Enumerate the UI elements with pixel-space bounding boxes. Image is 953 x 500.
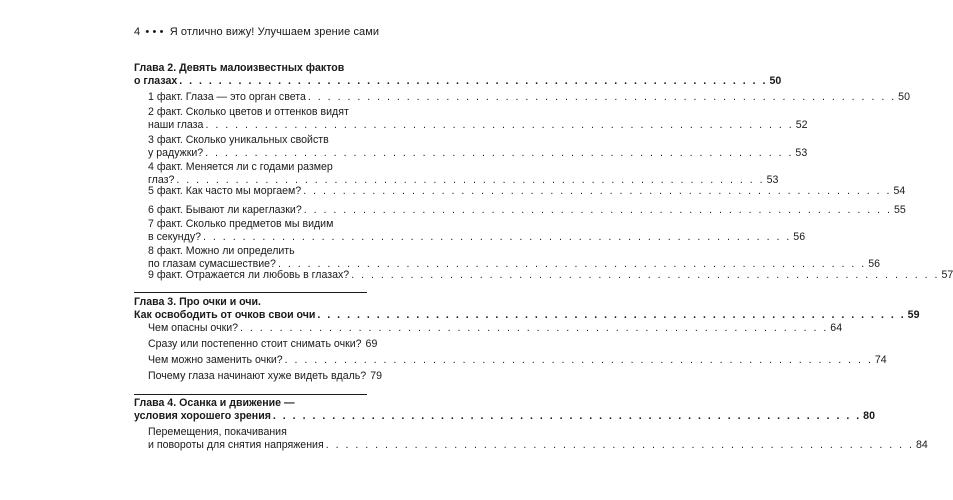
toc-entry [148,185,906,198]
toc-chapter-entry [134,296,920,322]
toc-entry [148,370,382,383]
toc-page-number: 79 [370,370,382,382]
dot-leader: . . . . . . . . . . . . . . . . . . . . . . . . . . . . . . . . . . . . . . . . . . . . . . . . . . . . . . . . . . . . [284,354,873,366]
dot-leader: . . . . . . . . . . . . . . . . . . . . . . . . . . . . . . . . . . . . . . . . . . . . . . . . . . . . . . . . . . . . [176,174,765,186]
toc-entry-title-line: 1 факт. Глаза — это орган света [148,91,306,103]
toc-entry-title-line: у радужки? [148,147,204,159]
toc-entry-title-line: 5 факт. Как часто мы моргаем? [148,185,302,197]
toc-entry [148,338,378,351]
toc-entry-title-line: глаз? [148,174,175,186]
toc-page-number: 50 [898,91,910,103]
running-header [134,26,379,38]
toc-page-number: 59 [907,309,920,321]
toc-entry [148,134,808,160]
toc-page-number: 74 [874,354,887,366]
dot-leader: . . . . . . . . . . . . . . . . . . . . . . . . . . . . . . . . . . . . . . . . . . . . . . . . . . . . . . . . . . . . [203,231,792,243]
dot-leader: . . . . . . . . . . . . . . . . . . . . . . . . . . . . . . . . . . . . . . . . . . . . . . . . . . . . . . . . . . . . [272,410,862,422]
toc-page-number: 53 [766,174,779,186]
toc-entry-title-line: 9 факт. Отражается ли любовь в глазах? [148,269,350,281]
toc-entry-title-line: Глава 4. Осанка и движение — [134,397,295,409]
toc-entry [148,426,928,452]
toc-entry-title-line: условия хорошего зрения [134,410,271,422]
toc-entry-title-line: Сразу или постепенно стоит снимать очки? [148,338,362,350]
toc-entry [148,204,906,217]
toc-entry-title-line: 8 факт. Можно ли определить [148,245,295,257]
dot-leader: . . . . . . . . . . . . . . . . . . . . . . . . . . . . . . . . . . . . . . . . . . . . . . . . . . . . . . . . . . . . [277,258,867,270]
book-title: Я отлично вижу! Улучшаем зрение сами [169,26,380,38]
toc-page-number: 84 [915,439,928,451]
toc-entry [148,322,843,335]
header-dots: • • • [145,26,164,38]
toc-page-number: 57 [941,269,953,281]
dot-leader: . . . . . . . . . . . . . . . . . . . . . . . . . . . . . . . . . . . . . . . . . . . . . . . . . . . . . . . . . . . . [303,204,892,216]
toc-page-number: 54 [893,185,906,197]
toc-entry-title-line: о глазах [134,75,178,87]
toc-page-number: 80 [863,410,875,422]
toc-page-number: 50 [769,75,782,87]
chapter-separator-line [134,292,367,293]
toc-entry-title-line: Глава 2. Девять малоизвестных фактов [134,62,345,74]
toc-entry-title-line: по глазам сумасшествие? [148,258,276,270]
toc-entry-title-line: Глава 3. Про очки и очи. [134,296,261,308]
toc-entry-title-line: и повороты для снятия напряжения [148,439,324,451]
toc-entry-title-line: 2 факт. Сколько цветов и оттенков видят [148,106,349,118]
dot-leader: . . . . . . . . . . . . . . . . . . . . . . . . . . . . . . . . . . . . . . . . . . . . . . . . . . . . . . . . . . . . [325,439,914,451]
page-number: 4 [134,26,141,38]
toc-entry-title-line: Чем можно заменить очки? [148,354,283,366]
toc-entry [148,161,779,187]
toc-chapter-entry [134,62,782,88]
toc-entry-title-line: Перемещения, покачивания [148,426,287,438]
dot-leader: . . . . . . . . . . . . . . . . . . . . . . . . . . . . . . . . . . . . . . . . . . . . . . . . . . . . . . . . . . . . [205,147,794,159]
dot-leader: . . . . . . . . . . . . . . . . . . . . . . . . . . . . . . . . . . . . . . . . . . . . . . . . . . . . . . . . . . . . [351,269,940,281]
toc-page-number: 53 [795,147,808,159]
toc-entry-title-line: 7 факт. Сколько предметов мы видим [148,218,334,230]
toc-entry [148,91,910,104]
dot-leader: . . . . . . . . . . . . . . . . . . . . . . . . . . . . . . . . . . . . . . . . . . . . . . . . . . . . . . . . . . . . [205,119,794,131]
toc-entry-title-line: 4 факт. Меняется ли с годами размер [148,161,333,173]
toc-page-number: 56 [868,258,881,270]
chapter-separator-line [134,394,367,395]
dot-leader: . . . . . . . . . . . . . . . . . . . . . . . . . . . . . . . . . . . . . . . . . . . . . . . . . . . . . . . . . . . . [240,322,829,334]
toc-entry [148,106,808,132]
toc-entry-title-line: наши глаза [148,119,204,131]
toc-page-number: 64 [830,322,843,334]
toc-page-number: 56 [793,231,806,243]
toc-entry-title-line: в секунду? [148,231,202,243]
dot-leader: . . . . . . . . . . . . . . . . . . . . . . . . . . . . . . . . . . . . . . . . . . . . . . . . . . . . . . . . . . . . [307,91,897,103]
toc-entry-title-line: 3 факт. Сколько уникальных свойств [148,134,329,146]
toc-entry [148,218,806,244]
toc-entry [148,245,881,271]
dot-leader: . . . . . . . . . . . . . . . . . . . . . . . . . . . . . . . . . . . . . . . . . . . . . . . . . . . . . . . . . . . . [179,75,768,87]
toc-entry-title-line: Как освободить от очков свои очи [134,309,316,321]
toc-entry [148,269,953,282]
toc-entry-title-line: Почему глаза начинают хуже видеть вдаль? [148,370,367,382]
dot-leader: . . . . . . . . . . . . . . . . . . . . . . . . . . . . . . . . . . . . . . . . . . . . . . . . . . . . . . . . . . . . [317,309,906,321]
toc-page-number: 55 [893,204,906,216]
toc-chapter-entry [134,397,875,423]
toc-entry-title-line: 6 факт. Бывают ли кареглазки? [148,204,302,216]
toc-page-number: 52 [795,119,808,131]
toc-entry-title-line: Чем опасны очки? [148,322,239,334]
toc-page-number: 69 [365,338,378,350]
toc-entry [148,354,887,367]
dot-leader: . . . . . . . . . . . . . . . . . . . . . . . . . . . . . . . . . . . . . . . . . . . . . . . . . . . . . . . . . . . . [303,185,892,197]
